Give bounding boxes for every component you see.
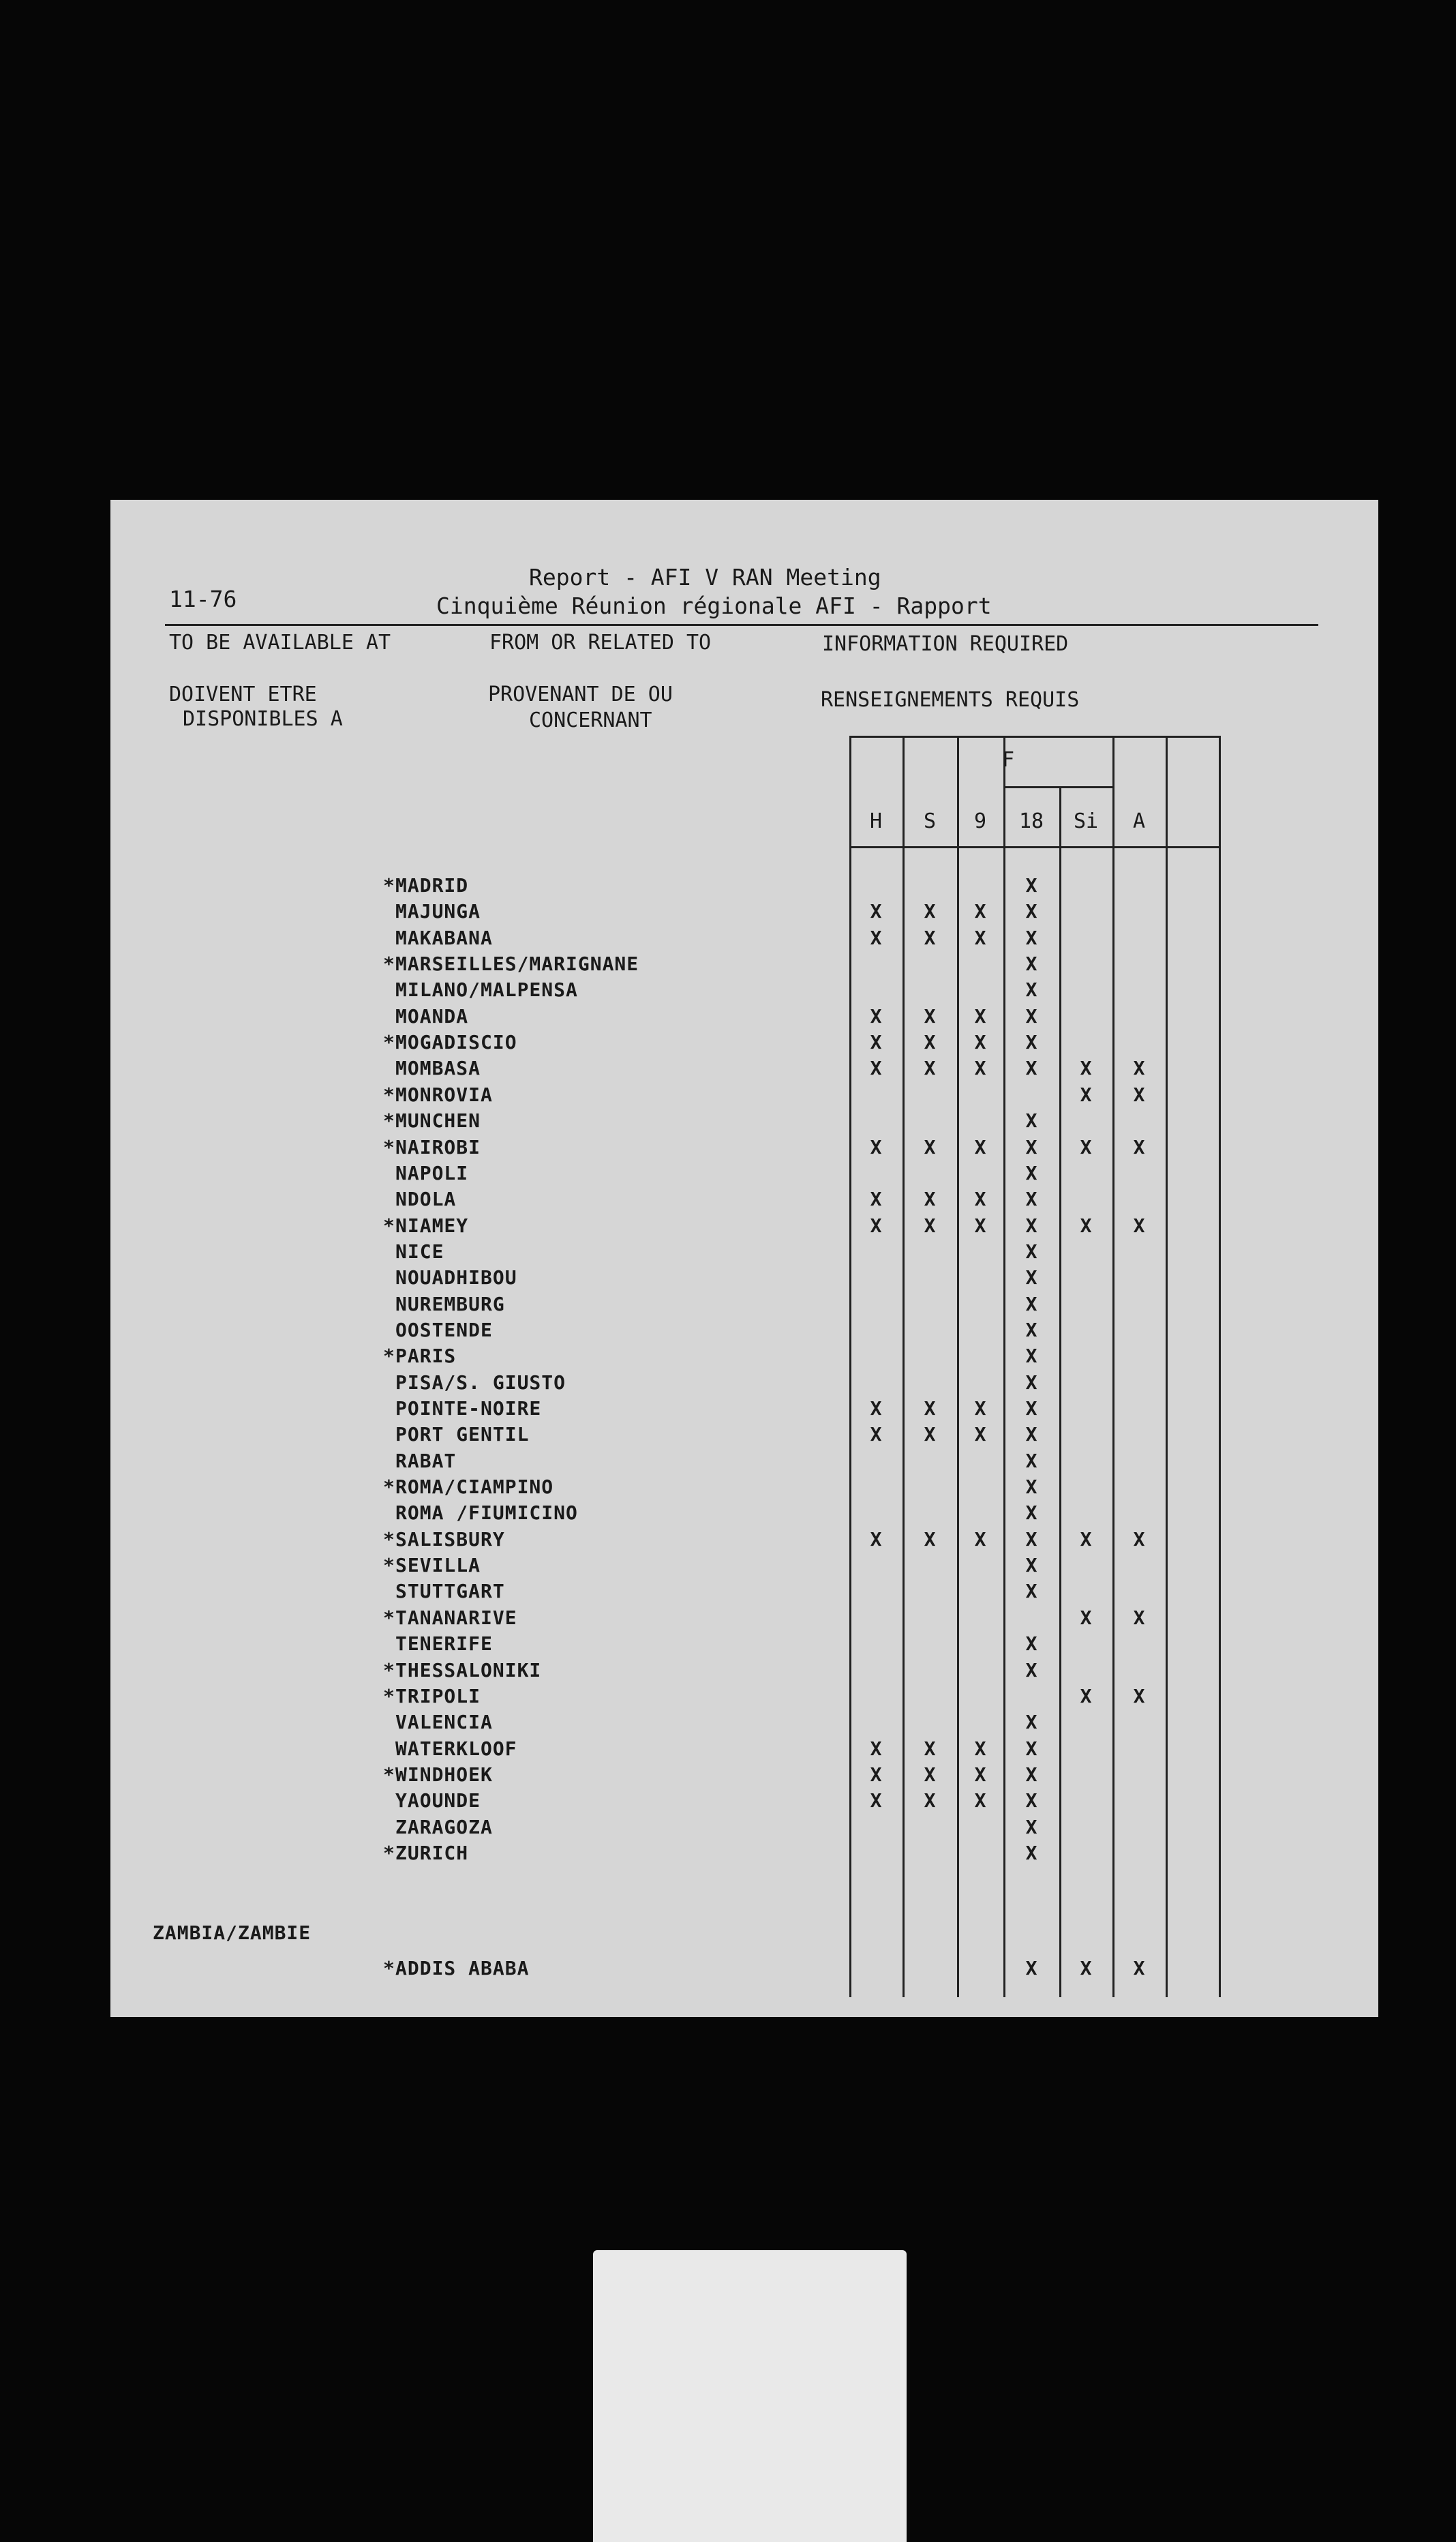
mark-a: X [1133,1214,1145,1237]
mark-f9: X [974,1528,986,1551]
station-name: OOSTENDE [395,1319,493,1341]
station-row [383,1030,517,1055]
station-row [383,978,578,1002]
station-row [383,1318,493,1343]
mark-s: X [924,1031,936,1053]
mark-f18: X [1025,1031,1037,1053]
station-name: ROMA /FIUMICINO [395,1501,578,1524]
mark-si: X [1080,1957,1092,1979]
station-name: NICE [395,1240,444,1263]
station-name: MADRID [395,874,469,897]
mark-s: X [924,1397,936,1420]
station-row [383,952,639,976]
station-row [383,1956,529,1981]
station-name: ADDIS ABABA [395,1957,530,1979]
priority-star: * [383,1214,395,1237]
station-row [383,1553,481,1578]
zambia-station: ZAMBIA/ZAMBIE [153,1922,312,1944]
priority-star: * [383,1136,395,1158]
mark-f9: X [974,1214,986,1237]
col-info-fr: RENSEIGNEMENTS REQUIS [821,688,1080,712]
col-f18-header: 18 [1018,809,1044,833]
station-row [383,1422,529,1447]
mark-si: X [1080,1528,1092,1551]
grid-head-line [849,846,1221,848]
mark-f18: X [1025,1580,1037,1602]
station-row [383,1501,578,1525]
mark-f18: X [1025,1293,1037,1315]
mark-si: X [1080,1136,1092,1158]
station-row [383,1789,481,1813]
station-row [383,1449,456,1474]
station-name: VALENCIA [395,1711,493,1733]
mark-a: X [1133,1685,1145,1707]
station-row [383,1266,517,1290]
station-name: PORT GENTIL [395,1423,530,1446]
mark-f18: X [1025,900,1037,923]
mark-f18: X [1025,1842,1037,1864]
priority-star: * [383,1109,395,1132]
mark-f9: X [974,1763,986,1786]
station-row [383,1527,505,1552]
station-name: YAOUNDE [395,1789,481,1812]
grid-vline [1059,786,1061,1997]
station-name: STUTTGART [395,1580,505,1602]
mark-f18: X [1025,1528,1037,1551]
grid-vline [903,736,905,1997]
mark-a: X [1133,1606,1145,1629]
mark-f18: X [1025,1423,1037,1446]
station-row [383,1161,468,1186]
station-name: POINTE-NOIRE [395,1397,542,1420]
station-row [383,1056,481,1081]
priority-star: * [383,1083,395,1106]
mark-s: X [924,1789,936,1812]
station-name: THESSALONIKI [395,1659,542,1681]
station-name: PISA/S. GIUSTO [395,1371,566,1394]
station-name: MAKABANA [395,927,493,949]
priority-star: * [383,1554,395,1576]
station-row [383,926,493,951]
mark-s: X [924,1423,936,1446]
station-row [383,1371,566,1395]
mark-f9: X [974,1737,986,1760]
mark-si: X [1080,1685,1092,1707]
col-info-en: INFORMATION REQUIRED [822,632,1069,656]
col-a-header: A [1132,809,1146,833]
col-available-en: TO BE AVAILABLE AT [169,631,391,655]
station-name: MONROVIA [395,1083,493,1106]
station-row [383,899,481,924]
col-s-header: S [923,809,937,833]
station-row [383,1344,456,1369]
mark-f18: X [1025,1501,1037,1524]
station-row [383,1187,456,1212]
mark-f18: X [1025,1240,1037,1263]
station-name: ROMA/CIAMPINO [395,1476,554,1498]
mark-f18: X [1025,1005,1037,1028]
mark-f18: X [1025,1659,1037,1681]
grid-vline [1003,736,1005,1997]
mark-f18: X [1025,1319,1037,1341]
station-row [383,1109,481,1133]
mark-f18: X [1025,1816,1037,1838]
mark-f18: X [1025,1345,1037,1367]
mark-f18: X [1025,1957,1037,1979]
station-row [383,1737,517,1761]
col-from-en: FROM OR RELATED TO [489,631,712,655]
mark-h: X [870,1214,882,1237]
station-row [383,1815,493,1840]
mark-s: X [924,1528,936,1551]
col-f9-header: 9 [973,809,987,833]
document-page [110,500,1378,2017]
mark-f9: X [974,1423,986,1446]
station-name: MAJUNGA [395,900,481,923]
mark-f9: X [974,1188,986,1210]
mark-f18: X [1025,1450,1037,1472]
mark-a: X [1133,1057,1145,1079]
mark-f18: X [1025,1397,1037,1420]
station-row [383,1475,553,1499]
mark-h: X [870,1528,882,1551]
mark-s: X [924,1763,936,1786]
mark-h: X [870,1188,882,1210]
priority-star: * [383,1763,395,1786]
grid-top-line [849,736,1221,738]
station-row [383,1083,493,1107]
station-row [383,1579,505,1604]
mark-f18: X [1025,1763,1037,1786]
mark-f18: X [1025,874,1037,897]
station-row [383,1396,541,1421]
station-name: TENERIFE [395,1632,493,1655]
priority-star: * [383,953,395,975]
col-f-group-header: F [1001,748,1015,772]
mark-f18: X [1025,1554,1037,1576]
mark-f18: X [1025,1737,1037,1760]
report-subtitle: Cinquième Réunion régionale AFI - Rapport [436,593,992,619]
station-row [383,1710,493,1735]
station-name: WATERKLOOF [395,1737,517,1760]
station-name: RABAT [395,1450,457,1472]
col-h-header: H [869,809,883,833]
priority-star: * [383,1606,395,1629]
mark-h: X [870,1031,882,1053]
mark-f18: X [1025,1789,1037,1812]
col-available-fr-1: DOIVENT ETRE [169,683,317,706]
mark-h: X [870,1789,882,1812]
report-title: Report - AFI V RAN Meeting [529,564,881,590]
station-row [383,1606,517,1630]
station-row [383,1135,481,1160]
station-name: SEVILLA [395,1554,481,1576]
mark-h: X [870,1763,882,1786]
col-from-fr-2: CONCERNANT [529,708,652,732]
mark-f9: X [974,900,986,923]
mark-f18: X [1025,1188,1037,1210]
station-name: MUNCHEN [395,1109,481,1132]
col-si-header: Si [1073,809,1099,833]
station-name: MOANDA [395,1005,469,1028]
station-row [383,1684,481,1709]
mark-h: X [870,900,882,923]
grid-vline [1166,736,1168,1997]
page-number: 11-76 [169,586,237,612]
mark-f18: X [1025,1371,1037,1394]
mark-h: X [870,1423,882,1446]
priority-star: * [383,1957,395,1979]
grid-vline [1219,736,1221,1997]
station-row [383,1292,505,1317]
mark-f18: X [1025,1136,1037,1158]
station-name: MILANO/MALPENSA [395,978,578,1001]
priority-star: * [383,874,395,897]
mark-h: X [870,1397,882,1420]
mark-f18: X [1025,927,1037,949]
station-name: NAPOLI [395,1162,469,1184]
film-card [593,2250,907,2542]
priority-star: * [383,1842,395,1864]
mark-s: X [924,1136,936,1158]
station-name: NAIROBI [395,1136,481,1158]
priority-star: * [383,1685,395,1707]
station-name: NOUADHIBOU [395,1266,517,1289]
station-name: TANANARIVE [395,1606,517,1629]
mark-f18: X [1025,1711,1037,1733]
mark-s: X [924,1188,936,1210]
mark-f18: X [1025,1476,1037,1498]
station-row [383,873,468,898]
mark-s: X [924,1057,936,1079]
mark-f18: X [1025,1109,1037,1132]
mark-h: X [870,1737,882,1760]
mark-f9: X [974,1005,986,1028]
priority-star: * [383,1031,395,1053]
mark-h: X [870,1057,882,1079]
grid-f-line [1003,786,1112,788]
station-row [383,1841,468,1866]
mark-f18: X [1025,1162,1037,1184]
mark-si: X [1080,1083,1092,1106]
mark-f9: X [974,1057,986,1079]
header-rule [165,624,1318,626]
mark-s: X [924,1005,936,1028]
priority-star: * [383,1476,395,1498]
mark-si: X [1080,1057,1092,1079]
station-row [383,1658,541,1683]
mark-h: X [870,1136,882,1158]
station-name: NDOLA [395,1188,457,1210]
mark-f18: X [1025,978,1037,1001]
station-name: MARSEILLES/MARIGNANE [395,953,639,975]
mark-f9: X [974,1789,986,1812]
mark-f18: X [1025,953,1037,975]
mark-s: X [924,1214,936,1237]
station-name: SALISBURY [395,1528,505,1551]
mark-a: X [1133,1957,1145,1979]
mark-s: X [924,927,936,949]
mark-s: X [924,900,936,923]
station-row [383,1632,493,1656]
mark-si: X [1080,1606,1092,1629]
mark-f18: X [1025,1632,1037,1655]
station-name: TRIPOLI [395,1685,481,1707]
grid-vline [957,736,959,1997]
mark-a: X [1133,1136,1145,1158]
grid-vline [1112,736,1114,1997]
station-name: MOMBASA [395,1057,481,1079]
station-row [383,1240,444,1264]
col-from-fr-1: PROVENANT DE OU [488,683,673,706]
mark-f9: X [974,927,986,949]
grid-vline [849,736,851,1997]
station-name: NUREMBURG [395,1293,505,1315]
mark-a: X [1133,1083,1145,1106]
mark-h: X [870,1005,882,1028]
mark-si: X [1080,1214,1092,1237]
mark-f9: X [974,1136,986,1158]
priority-star: * [383,1345,395,1367]
mark-f9: X [974,1397,986,1420]
mark-f18: X [1025,1057,1037,1079]
mark-f18: X [1025,1266,1037,1289]
col-available-fr-2: DISPONIBLES A [183,707,343,731]
station-row [383,1763,493,1787]
station-name: NIAMEY [395,1214,469,1237]
mark-f9: X [974,1031,986,1053]
station-name: WINDHOEK [395,1763,493,1786]
priority-star: * [383,1659,395,1681]
mark-s: X [924,1737,936,1760]
priority-star: * [383,1528,395,1551]
station-name: ZURICH [395,1842,469,1864]
station-name: MOGADISCIO [395,1031,517,1053]
mark-h: X [870,927,882,949]
mark-f18: X [1025,1214,1037,1237]
station-name: PARIS [395,1345,457,1367]
mark-a: X [1133,1528,1145,1551]
station-name: ZARAGOZA [395,1816,493,1838]
station-row [383,1214,468,1238]
station-row [383,1004,468,1029]
